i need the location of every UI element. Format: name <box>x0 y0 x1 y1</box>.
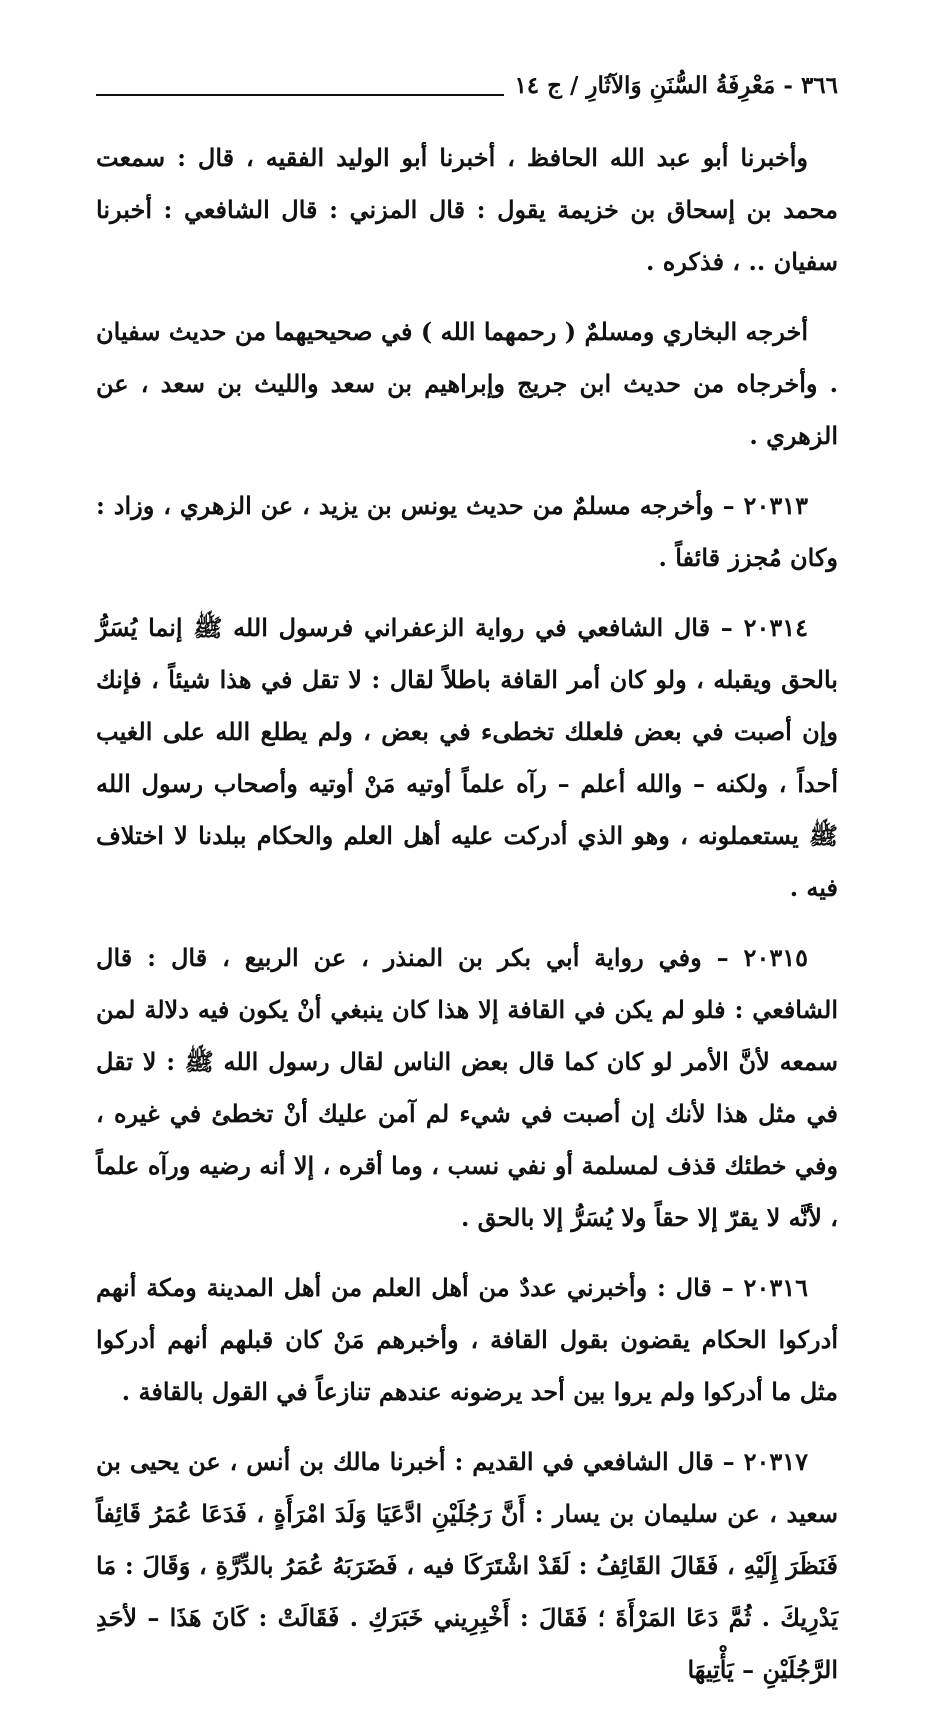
numbered-paragraph <box>96 480 838 584</box>
hadith-number: ٢٠٣١٣ <box>743 491 808 520</box>
paragraph-text: – وفي رواية أبي بكر بن المنذر ، عن الربيع ، قال : قال الشافعي : فلو لم يكن في القافة إلا هذا كان ينبغي أنْ يكون فيه دلالة لمن سمعه لأنَّ الأمر لو كان كما قال بعض الناس لقال رسول الله ﷺ : لا تقل في مثل هذا لأنك إن أصبت في شيء لم آمن عليك أنْ تخطئ في غيره ، وفي خطئك قذف لمسلمة أو نفي نسب ، وما أقره ، إلا أنه رضيه ورآه علماً ، لأنَّه لا يقرّ إلا حقاً ولا يُسَرُّ إلا بالحق . <box>96 943 839 1232</box>
hadith-number: ٢٠٣١٧ <box>743 1447 809 1476</box>
paragraph-text: – قال الشافعي في رواية الزعفراني فرسول الله ﷺ إنما يُسَرُّ بالحق ويقبله ، ولو كان أمر القافة باطلاً لقال : لا تقل في هذا شيئاً ، فإنك وإن أصبت في بعض فلعلك تخطىء في بعض ، ولم يطلع الله على الغيب أحداً ، ولكنه – والله أعلم – رآه علماً أوتيه مَنْ أوتيه وأصحاب رسول الله ﷺ يستعملونه ، وهو الذي أدركت عليه أهل العلم والحكام ببلدنا لا اختلاف فيه . <box>96 613 838 902</box>
numbered-paragraph <box>96 932 838 1244</box>
paragraph-text: وأخبرنا أبو عبد الله الحافظ ، أخبرنا أبو الوليد الفقيه ، قال : سمعت محمد بن إسحاق بن خزيمة يقول : قال المزني : قال الشافعي : أخبرنا سفيان .. ، فذكره . <box>96 143 838 276</box>
numbered-paragraph <box>96 602 838 914</box>
book-page <box>96 62 838 1714</box>
paragraph <box>96 132 838 288</box>
paragraph-text: – قال : وأخبرني عددٌ من أهل العلم من أهل المدينة ومكة أنهم أدركوا الحكام يقضون بقول القافة ، وأخبرهم مَنْ كان قبلهم أنهم أدركوا مثل ما أدركوا ولم يروا بين أحد يرضونه عندهم تنازعاً في القول بالقافة . <box>96 1273 838 1406</box>
page-header <box>96 62 838 102</box>
hadith-number: ٢٠٣١٦ <box>743 1273 808 1302</box>
paragraph <box>96 306 838 462</box>
header-rule <box>96 94 504 96</box>
paragraph-text: أخرجه البخاري ومسلمٌ ( رحمهما الله ) في صحيحيهما من حديث سفيان . وأخرجاه من حديث ابن جريج وإبراهيم بن سعد والليث بن سعد ، عن الزهري . <box>96 317 838 450</box>
page-body <box>96 132 838 1696</box>
paragraph-text: – قال الشافعي في القديم : أخبرنا مالك بن أنس ، عن يحيى بن سعيد ، عن سليمان بن يسار : أَنَّ رَجُلَيْنِ ادَّعَيَا وَلَدَ امْرَأَةٍ ، فَدَعَا عُمَرُ قَائِفاً فَنَظَرَ إِلَيْهِ ، فَقَالَ القَائِفُ : لَقَدْ اشْتَرَكَا فيه ، فَضَرَبَهُ عُمَرُ بالدِّرَّةِ ، وَقَالَ : مَا يَدْرِيكَ . ثُمَّ دَعَا المَرْأَةَ ؛ فَقَالَ : أَخْبِرِيني خَبَرَكِ . فَقَالَتْ : كَانَ هَذَا – لأحَدِ الرَّجُلَيْنِ – يَأْتِيهَا <box>96 1447 838 1684</box>
running-title: ٣٦٦ - مَعْرِفَةُ السُّنَنِ وَالآثَارِ / ج ١٤ <box>514 72 838 99</box>
numbered-paragraph <box>96 1436 838 1696</box>
hadith-number: ٢٠٣١٤ <box>743 613 809 642</box>
numbered-paragraph <box>96 1262 838 1418</box>
paragraph-text: – وأخرجه مسلمٌ من حديث يونس بن يزيد ، عن الزهري ، وزاد : وكان مُجزز قائفاً . <box>96 491 838 572</box>
hadith-number: ٢٠٣١٥ <box>743 943 808 972</box>
